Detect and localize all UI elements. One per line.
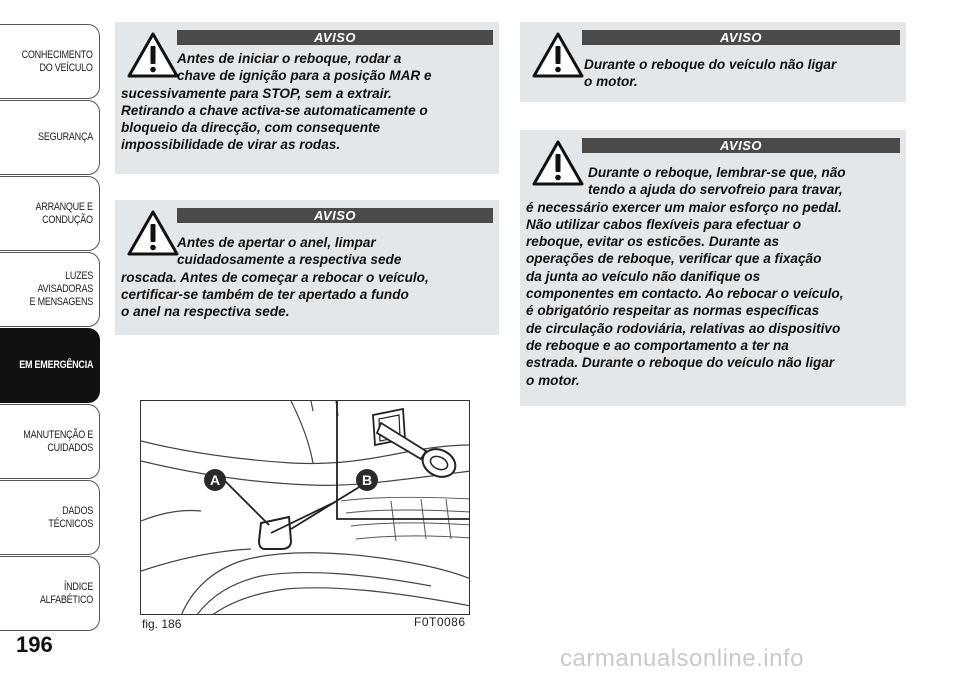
warning-line: Antes de apertar o anel, limpar xyxy=(177,235,376,250)
tab-conhecimento[interactable] xyxy=(0,24,100,99)
warning-line: tendo a ajuda do servofreio para travar, xyxy=(588,182,843,198)
chapter-tabs xyxy=(0,24,100,632)
tab-label: ÍNDICE ALFABÉTICO xyxy=(39,580,93,606)
warning-line: de reboque e ao comportamento a ter na xyxy=(526,337,789,353)
warning-line: impossibilidade de virar as rodas. xyxy=(121,137,341,153)
warning-line: Durante o reboque, lembrar-se que, não xyxy=(588,165,846,180)
warning-title: AVISO xyxy=(582,30,900,45)
warning-line: Retirando a chave activa-se automaticamente o xyxy=(121,102,428,118)
tab-label: SEGURANÇA xyxy=(38,131,93,143)
warning-line: roscada. Antes de começar a rebocar o veículo, xyxy=(121,269,429,285)
warning-title: AVISO xyxy=(582,138,900,153)
tab-label: LUZES AVISADORAS E MENSAGENS xyxy=(29,270,93,308)
callout-a: A xyxy=(209,472,221,488)
tab-label: MANUTENÇÃO E CUIDADOS xyxy=(23,428,93,454)
warning-line: certificar-se também de ter apertado a fundo xyxy=(121,286,409,302)
warning-line: de circulação rodoviária, relativas ao dispositivo xyxy=(526,320,841,336)
tow-hook-illustration xyxy=(141,401,470,615)
warning-line: da junta ao veículo não danifique os xyxy=(526,268,761,284)
warning-line: bloqueio da direcção, com consequente xyxy=(121,120,381,136)
warning-line: o motor. xyxy=(584,74,638,90)
warning-line: Antes de iniciar o reboque, rodar a xyxy=(177,51,402,66)
warning-line: cuidadosamente a respectiva sede xyxy=(177,252,402,268)
tab-arranque[interactable] xyxy=(0,176,100,251)
warning-line: estrada. Durante o reboque do veículo não ligar xyxy=(526,355,835,371)
warning-line: operações de reboque, verificar que a fixação xyxy=(526,251,822,267)
warning-title: AVISO xyxy=(177,208,493,223)
warning-line: o anel na respectiva sede. xyxy=(121,304,290,320)
warning-box xyxy=(520,22,906,102)
warning-line: é obrigatório respeitar as normas específicas xyxy=(526,303,820,319)
tab-label: ARRANQUE E CONDUÇÃO xyxy=(35,200,93,226)
tab-dados-tecnicos[interactable] xyxy=(0,480,100,555)
tab-emergencia[interactable] xyxy=(0,328,100,403)
warning-line: reboque, evitar os esticões. Durante as xyxy=(526,234,780,250)
warning-box xyxy=(115,22,499,174)
warning-text xyxy=(526,56,900,91)
tab-manutencao[interactable] xyxy=(0,404,100,479)
tow-hook-figure xyxy=(140,400,470,615)
page-number: 196 xyxy=(16,632,53,657)
warning-line: sucessivamente para STOP, sem a extrair. xyxy=(121,85,392,101)
warning-text xyxy=(121,50,493,154)
warning-line: é necessário exercer um maior esforço no pedal. xyxy=(526,199,842,215)
warning-line: componentes em contacto. Ao rebocar o veículo, xyxy=(526,286,844,302)
figure-caption: fig. 186 xyxy=(142,617,182,631)
warning-line: chave de ignição para a posição MAR e xyxy=(177,68,432,84)
warning-line: Não utilizar cabos flexíveis para efectuar o xyxy=(526,216,802,232)
warning-text xyxy=(121,234,493,320)
tab-label: CONHECIMENTO DO VEÍCULO xyxy=(21,48,93,74)
tab-luzes[interactable] xyxy=(0,252,100,327)
figure-code: F0T0086 xyxy=(414,615,466,629)
warning-box xyxy=(520,130,906,406)
warning-line: o motor. xyxy=(526,372,580,388)
tab-indice[interactable] xyxy=(0,556,100,631)
warning-line: Durante o reboque do veículo não ligar xyxy=(584,57,837,72)
tab-label: DADOS TÉCNICOS xyxy=(48,504,93,530)
callout-b: B xyxy=(361,472,373,488)
warning-box xyxy=(115,200,499,335)
tab-seguranca[interactable] xyxy=(0,100,100,175)
warning-title: AVISO xyxy=(177,30,493,45)
warning-text xyxy=(526,164,900,389)
watermark: carmanualsonline.info xyxy=(560,645,804,672)
tab-label: EM EMERGÊNCIA xyxy=(19,359,93,371)
